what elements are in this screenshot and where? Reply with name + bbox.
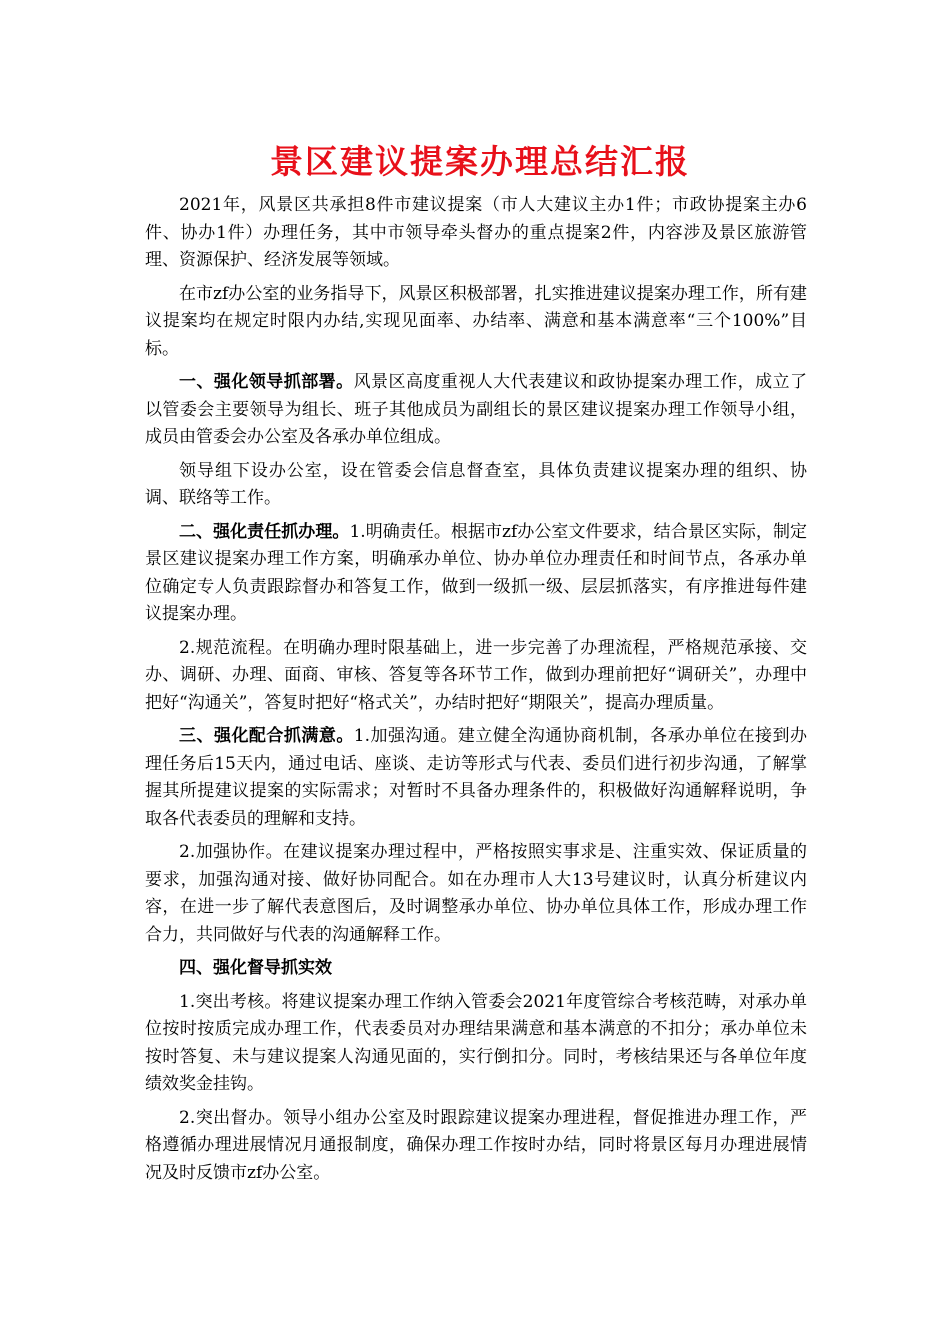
paragraph-text: 1.突出考核。将建议提案办理工作纳入管委会2021年度管综合考核范畴，对承办单位按时按质完成办理工作，代表委员对办理结果满意和基本满意的不扣分；承办单位未按时答复、未与建议提案人沟通见面的，实行倒扣分。同时，考核结果还与各单位年度绩效奖金挂钩。 [145,991,807,1094]
section-heading: 二、强化责任抓办理。 [179,521,350,542]
paragraph-cooperation [145,839,807,949]
paragraph-section-2 [145,519,807,629]
paragraph-section-1 [145,369,807,452]
section-heading: 四、强化督导抓实效 [179,958,332,978]
section-heading: 三、强化配合抓满意。 [179,726,354,746]
paragraph-text: 领导组下设办公室，设在管委会信息督查室，具体负责建议提案办理的组织、协调、联络等工作。 [145,460,807,508]
paragraph-section-4 [145,955,807,983]
paragraph-assessment [145,989,807,1099]
paragraph-text: 风景区高度重视人大代表建议和政协提案办理工作，成立了以管委会主要领导为组长、班子其他成员为副组长的景区建议提案办理工作领导小组，成员由管委会办公室及各承办单位组成。 [145,372,808,447]
document-page [145,140,807,1193]
paragraph-text: 2.突出督办。领导小组办公室及时跟踪建议提案办理进程，督促推进办理工作，严格遵循办理进展情况月通报制度，确保办理工作按时办结，同时将景区每月办理进展情况及时反馈市zf办公室。 [145,1107,807,1183]
paragraph-text: 2.规范流程。在明确办理时限基础上，进一步完善了办理流程，严格规范承接、交办、调研、办理、面商、审核、答复等各环节工作，做到办理前把好“调研关”，办理中把好“沟通关”，答复时把好“格式关”，办结时把好“期限关”，提高办理质量。 [145,637,807,713]
paragraph-text: 1.明确责任。根据市zf办公室文件要求，结合景区实际，制定景区建议提案办理工作方案，明确承办单位、协办单位办理责任和时间节点，各承办单位确定专人负责跟踪督办和答复工作，做到一级抓一级、层层抓落实，有序推进每件建议提案办理。 [145,521,808,624]
paragraph-supervision [145,1105,807,1188]
paragraph-text: 2021年，风景区共承担8件市建议提案（市人大建议主办1件；市政协提案主办6件、协办1件）办理任务，其中市领导牵头督办的重点提案2件，内容涉及景区旅游管理、资源保护、经济发展等领域。 [145,195,807,270]
document-title: 景区建议提案办理总结汇报 [270,142,690,181]
paragraph-text: 2.加强协作。在建议提案办理过程中，严格按照实事求是、注重实效、保证质量的要求，加强沟通对接、做好协同配合。如在办理市人大13号建议时，认真分析建议内容，在进一步了解代表意图后，及时调整承办单位、协办单位具体工作，形成办理工作合力，共同做好与代表的沟通解释工作。 [145,842,807,945]
paragraph-section-3 [145,723,807,833]
paragraph-text: 在市zf办公室的业务指导下，风景区积极部署，扎实推进建议提案办理工作，所有建议提案均在规定时限内办结,实现见面率、办结率、满意和基本满意率“三个100%”目标。 [145,283,807,359]
paragraph-office [145,458,807,513]
section-heading: 一、强化领导抓部署。 [179,372,354,392]
paragraph-intro [145,192,807,275]
paragraph-process [145,635,807,718]
paragraph-text: 1.加强沟通。建立健全沟通协商机制，各承办单位在接到办理任务后15天内，通过电话、座谈、走访等形式与代表、委员们进行初步沟通，了解掌握其所提建议提案的实际需求；对暂时不具备办理条件的，积极做好沟通解释说明，争取各代表委员的理解和支持。 [145,726,808,829]
paragraph-guidance [145,281,807,364]
